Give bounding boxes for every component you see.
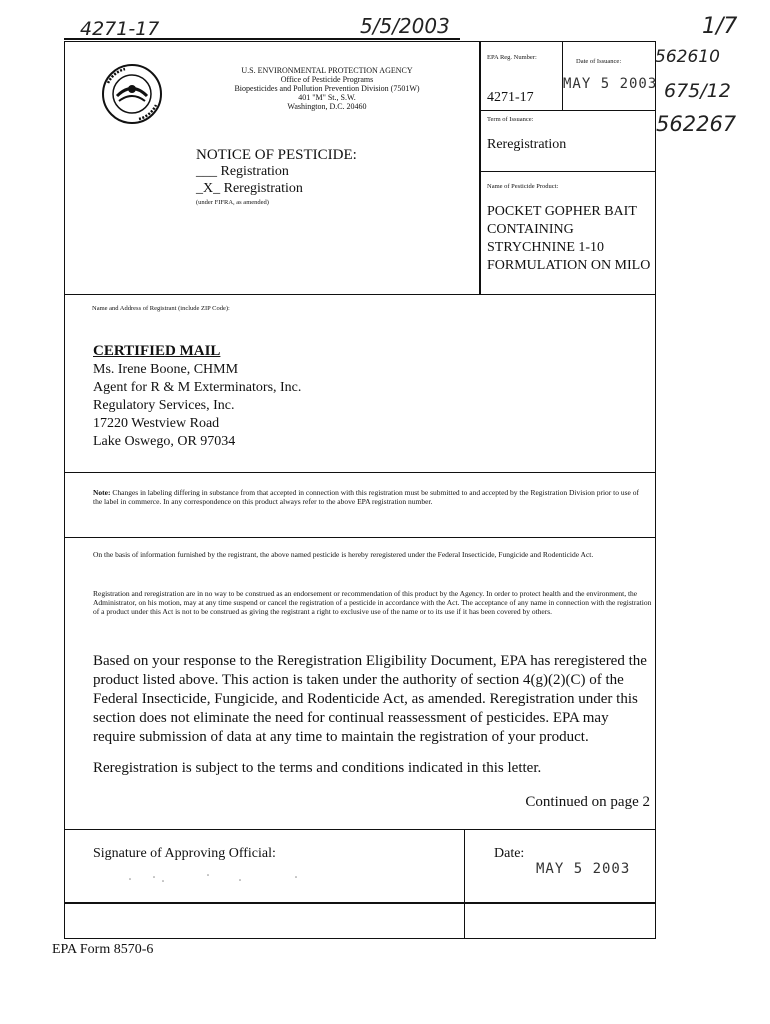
- note-text: [93, 488, 648, 506]
- body-top-rule: [64, 537, 656, 538]
- epa-seal-icon: [101, 63, 163, 125]
- signature-top-rule: [64, 829, 656, 830]
- note-label: Note:: [93, 488, 111, 497]
- terms-paragraph: Reregistration is subject to the terms and conditions indicated in this letter.: [93, 760, 542, 776]
- signature-label: Signature of Approving Official:: [93, 846, 276, 861]
- agency-name: U.S. ENVIRONMENTAL PROTECTION AGENCY: [241, 66, 413, 75]
- reg-number-value: 4271-17: [487, 90, 534, 105]
- registrant-name: Ms. Irene Boone, CHMM: [93, 362, 239, 377]
- agency-city: Washington, D.C. 20460: [287, 102, 367, 111]
- notice-title: NOTICE OF PESTICIDE:: [196, 147, 357, 163]
- note-top-rule: [64, 472, 656, 473]
- handwritten-page-mark: 1/7: [702, 14, 738, 39]
- note-body: Changes in labeling differing in substance from that accepted in connection with this registration must be submitted to and accepted by the Registration Division prior to use of the label in commerce. In any correspondence on this product always refer to the above EPA registration number.: [93, 488, 639, 507]
- notice-under-fifra: (under FIFRA, as amended): [196, 199, 269, 206]
- registrant-label: Name and Address of Registrant (include ZIP Code):: [92, 305, 230, 312]
- date-of-issuance-label: Date of Issuance:: [576, 58, 622, 65]
- notice-registration: ___ Registration: [196, 164, 289, 179]
- reg-box-divider-1: [479, 110, 656, 111]
- reg-box-left-border: [479, 41, 481, 294]
- term-of-issuance-value: Reregistration: [487, 137, 567, 152]
- signature-date-label: Date:: [494, 846, 525, 861]
- main-paragraph: Based on your response to the Reregistration Eligibility Document, EPA has reregistered the product listed above. This action is taken under the authority of section 4(g)(2)(C) of the Federal Insecticide, Fungicide, and Rodenticide Act, as amended. Reregistration under this section does not eliminate the need for continual reassessment of pesticides. EPA may require submission of data at any time to maintain the registration of your product.: [93, 653, 647, 745]
- reg-number-label: EPA Reg. Number:: [487, 54, 537, 61]
- notice-reregistration: _X_ Reregistration: [196, 181, 303, 196]
- continued-note: Continued on page 2: [525, 794, 650, 810]
- handwritten-date: 5/5/2003: [360, 14, 450, 38]
- agency-street: 401 "M" St., S.W.: [298, 93, 356, 102]
- reg-box-divider-2: [479, 171, 656, 172]
- agency-division: Biopesticides and Pollution Prevention Division (7501W): [234, 84, 420, 93]
- form-number: EPA Form 8570-6: [52, 942, 154, 957]
- endorsement-text: Registration and reregistration are in no way to be construed as an endorsement or recommendation of this product by the Agency. In order to protect health and the environment, the Administrator, on his motion, may at any time suspend or cancel the registration of a pesticide in accordance with the Act. The acceptance of any name in connection with the registration of a product under this Act is not to be construed as giving the registrant a right to exclusive use of the name or to its use if it has been covered by others.: [93, 589, 652, 617]
- registrant-company: Agent for R & M Exterminators, Inc.: [93, 380, 302, 395]
- certified-mail: CERTIFIED MAIL: [93, 343, 221, 359]
- handwritten-code-1: 562610: [655, 47, 720, 67]
- signature-divider: [464, 829, 465, 939]
- registrant-address: [93, 361, 301, 451]
- registrant-agent: Regulatory Services, Inc.: [93, 398, 235, 413]
- product-name-value: POCKET GOPHER BAIT CONTAINING STRYCHNINE 1-10 FORMULATION ON MILO: [487, 204, 651, 273]
- agency-office: Office of Pesticide Programs: [280, 75, 374, 84]
- product-name-label: Name of Pesticide Product:: [487, 183, 559, 190]
- date-of-issuance-stamp: MAY 5 2003: [563, 76, 658, 92]
- registrant-city: Lake Oswego, OR 97034: [93, 434, 236, 449]
- registrant-street: 17220 Westview Road: [93, 416, 220, 431]
- registrant-top-rule: [64, 294, 656, 295]
- agency-header: [212, 66, 442, 111]
- basis-text: On the basis of information furnished by the registrant, the above named pesticide is hereby reregistered under the Federal Insecticide, Fungicide and Rodenticide Act.: [93, 550, 594, 559]
- handwritten-code-3: 562267: [656, 112, 737, 136]
- term-of-issuance-label: Term of Issuance:: [487, 116, 534, 123]
- signature-date-stamp: MAY 5 2003: [536, 861, 631, 877]
- signature-bottom-rule: [64, 902, 656, 904]
- handwritten-code-2: 675/12: [664, 80, 731, 102]
- handwritten-reg-number: 4271-17: [80, 18, 160, 40]
- faint-signature-marks: [120, 865, 320, 890]
